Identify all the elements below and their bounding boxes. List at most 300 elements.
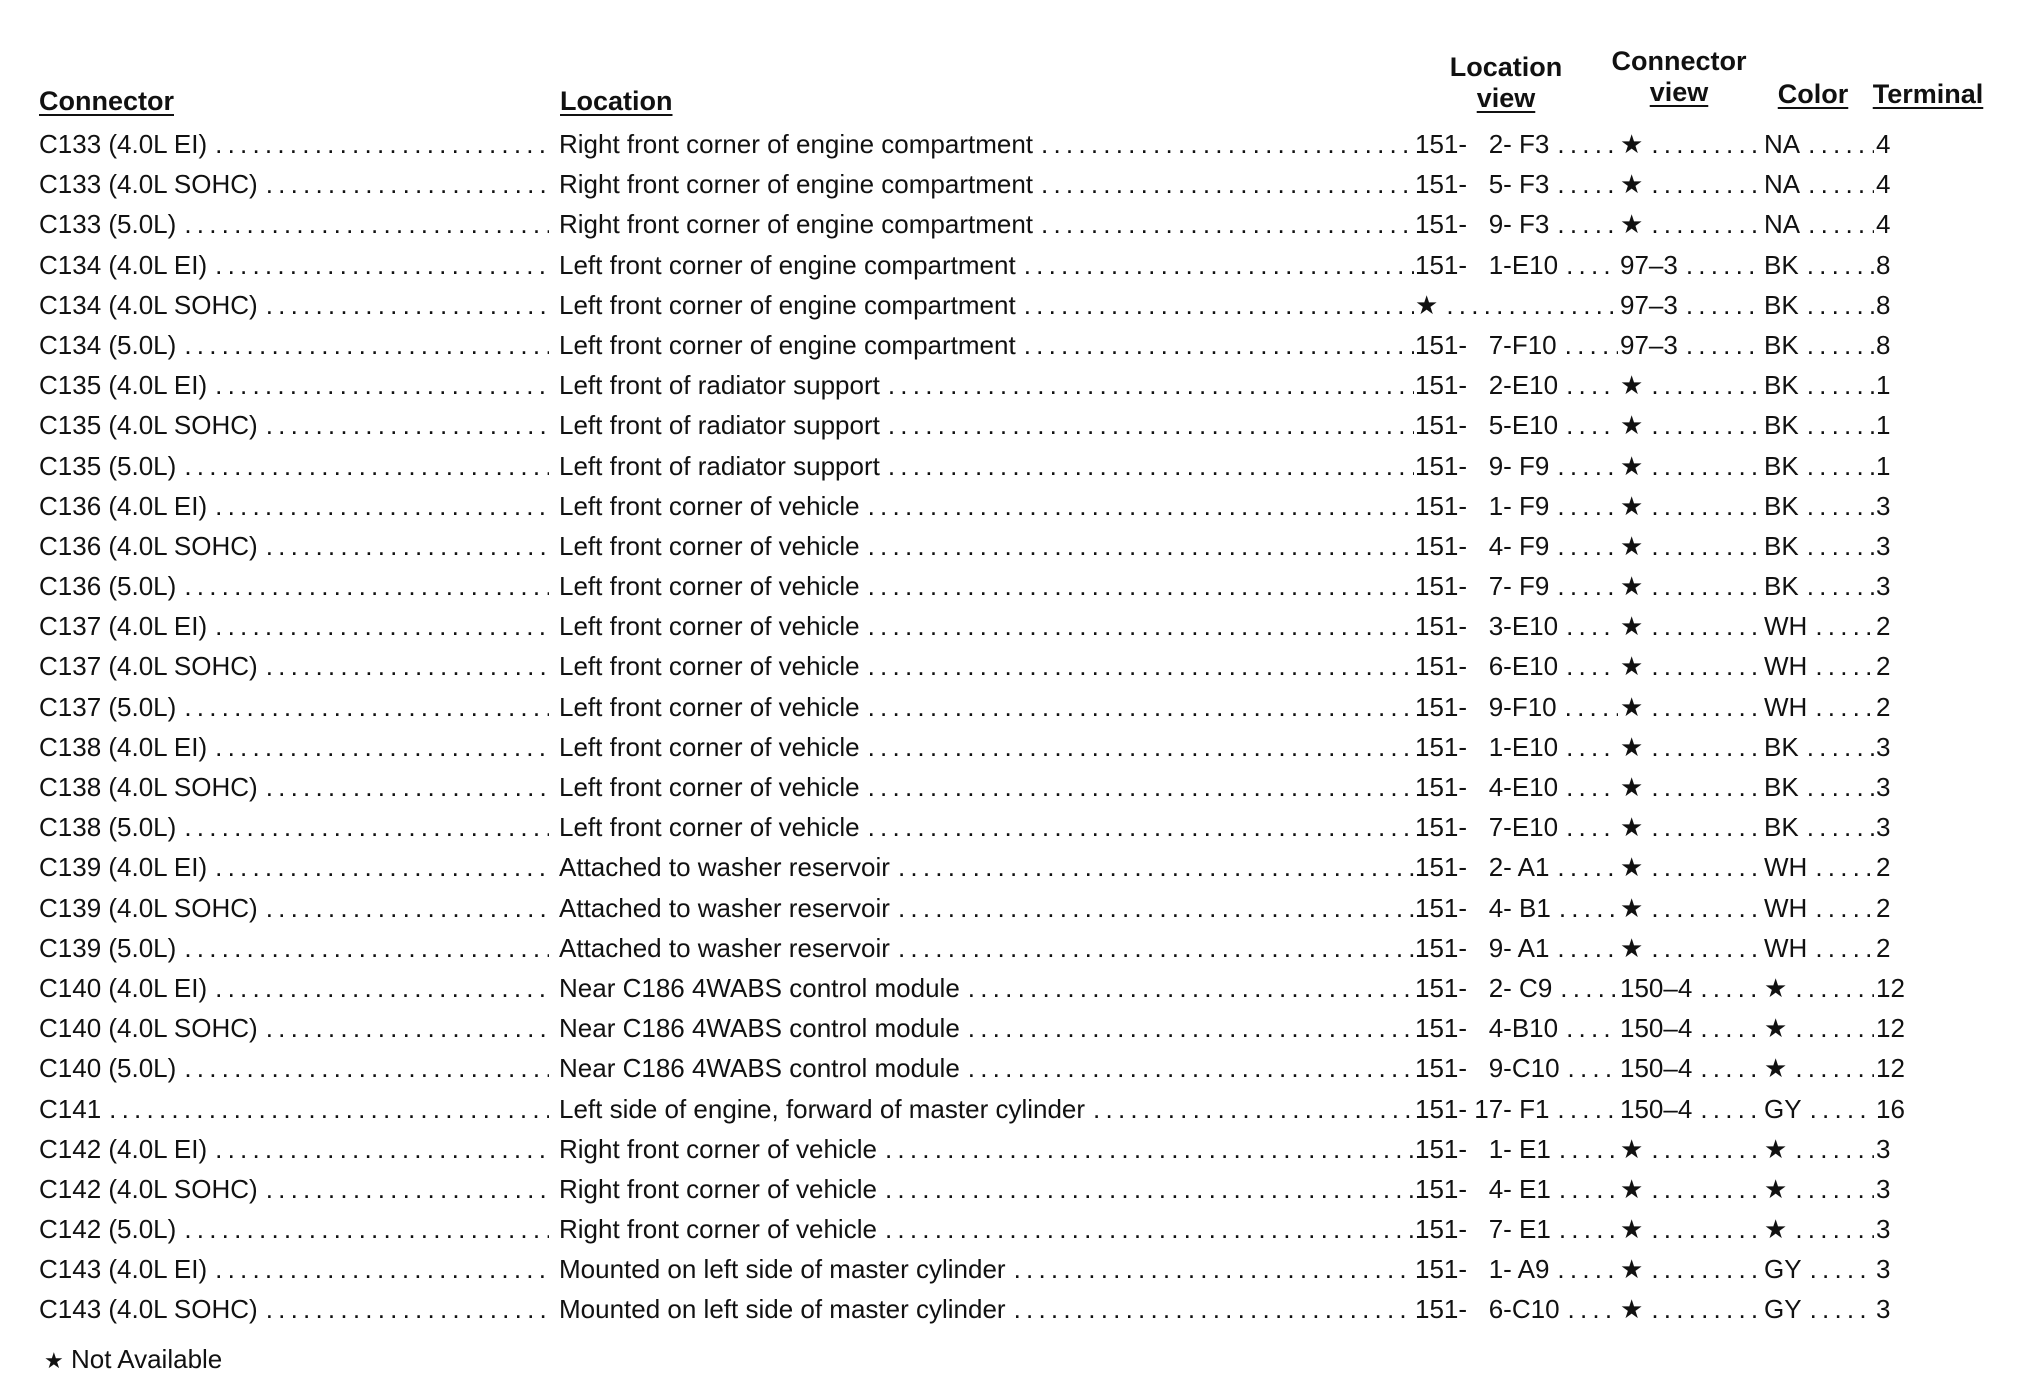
color-cell-text: BK (1764, 490, 1799, 521)
leader-dots (1651, 1254, 1762, 1284)
location-cell (559, 807, 1414, 847)
location-cell (559, 1089, 1414, 1129)
connector-cell-text: C135 (4.0L SOHC) (39, 410, 258, 441)
connector-cell-text: C136 (5.0L) (39, 571, 177, 602)
connector-view-cell (1620, 1008, 1762, 1048)
location-cell-text: Right front corner of vehicle (559, 1214, 877, 1245)
color-cell (1764, 446, 1874, 486)
connector-cell (39, 727, 549, 767)
connector-view-cell-text: ★ (1620, 1254, 1644, 1285)
leader-dots (1651, 1134, 1762, 1164)
leader-dots (1651, 491, 1762, 521)
location-cell-text: Attached to washer reservoir (559, 852, 890, 883)
connector-view-cell-text: ★ (1620, 731, 1644, 762)
table-row (0, 164, 2018, 204)
location-cell-text: Near C186 4WABS control module (559, 1013, 960, 1044)
leader-dots (968, 973, 1414, 1003)
location-cell-text: Left front of radiator support (559, 410, 880, 441)
location-cell (559, 928, 1414, 968)
connector-cell-text: C140 (4.0L EI) (39, 972, 208, 1003)
leader-dots (215, 852, 549, 882)
connector-cell-text: C137 (5.0L) (39, 691, 177, 722)
terminal-cell-text: 3 (1876, 812, 1891, 843)
header-connector: Connector (39, 86, 174, 116)
connector-cell (39, 1129, 549, 1169)
leader-dots (1024, 330, 1414, 360)
leader-dots (1651, 611, 1762, 641)
location-view-cell-text: 151- 2-E10 (1415, 370, 1559, 401)
table-row (0, 1089, 2018, 1129)
color-cell (1764, 606, 1874, 646)
location-cell-text: Left front of radiator support (559, 370, 880, 401)
location-view-cell (1415, 1169, 1618, 1209)
connector-cell-text: C133 (4.0L SOHC) (39, 169, 258, 200)
location-view-cell-text: 151- 1- F9 (1415, 490, 1550, 521)
terminal-cell (1876, 405, 1970, 445)
connector-cell-text: C138 (4.0L SOHC) (39, 772, 258, 802)
location-cell-text: Left front corner of vehicle (559, 812, 860, 843)
header-connector-view (1604, 46, 1754, 108)
location-cell (559, 1209, 1414, 1249)
leader-dots (1651, 933, 1762, 963)
connector-view-cell-text: ★ (1620, 611, 1644, 642)
connector-view-cell (1620, 204, 1762, 244)
leader-dots (266, 410, 549, 440)
color-cell (1764, 727, 1874, 767)
leader-dots (1651, 852, 1762, 882)
terminal-cell (1876, 847, 1970, 887)
location-view-cell-text: 151- 1-E10 (1415, 249, 1559, 280)
connector-view-cell-text: ★ (1620, 651, 1644, 682)
connector-cell (39, 526, 549, 566)
terminal-cell (1876, 1249, 1970, 1289)
connector-view-cell (1620, 606, 1762, 646)
connector-view-cell-text: ★ (1620, 410, 1644, 441)
connector-view-cell (1620, 325, 1762, 365)
connector-cell-text: C139 (4.0L SOHC) (39, 892, 258, 923)
table-row (0, 526, 2018, 566)
connector-view-cell (1620, 526, 1762, 566)
connector-cell-text: C137 (4.0L EI) (39, 611, 208, 642)
leader-dots (1566, 250, 1618, 280)
leader-dots (1557, 451, 1618, 481)
terminal-cell (1876, 1008, 1970, 1048)
leader-dots (868, 651, 1414, 681)
footnote (44, 1344, 222, 1376)
location-cell (559, 646, 1414, 686)
connector-cell (39, 164, 549, 204)
location-cell (559, 727, 1414, 767)
leader-dots (888, 451, 1414, 481)
terminal-cell-text: 3 (1876, 490, 1891, 521)
leader-dots (1559, 1134, 1618, 1164)
connector-view-cell-text: 97–3 (1620, 289, 1678, 320)
connector-view-cell-text: 150–4 (1620, 1053, 1693, 1084)
connector-view-cell (1620, 1089, 1762, 1129)
location-cell-text: Left front corner of vehicle (559, 611, 860, 642)
connector-cell (39, 687, 549, 727)
color-cell (1764, 486, 1874, 526)
leader-dots (1651, 410, 1762, 440)
table-row (0, 446, 2018, 486)
location-view-cell (1415, 285, 1618, 325)
connector-cell-text: C134 (4.0L SOHC) (39, 289, 258, 320)
terminal-cell (1876, 888, 1970, 928)
leader-dots (215, 973, 549, 1003)
location-view-cell-text: 151- 6-C10 (1415, 1294, 1560, 1325)
table-row (0, 968, 2018, 1008)
leader-dots (1700, 973, 1762, 1003)
leader-dots (1651, 1174, 1762, 1204)
location-cell-text: Mounted on left side of master cylinder (559, 1254, 1006, 1285)
color-cell (1764, 325, 1874, 365)
terminal-cell-text: 3 (1876, 530, 1891, 561)
color-cell (1764, 888, 1874, 928)
leader-dots (266, 772, 549, 802)
terminal-cell (1876, 1289, 1970, 1329)
color-cell-text: BK (1764, 410, 1799, 441)
footnote-text: Not Available (70, 1344, 223, 1374)
terminal-cell (1876, 1129, 1970, 1169)
terminal-cell-text: 4 (1876, 129, 1891, 159)
connector-view-cell-text: ★ (1620, 772, 1644, 802)
connector-cell (39, 1289, 549, 1329)
leader-dots (184, 571, 549, 601)
connector-cell (39, 1169, 549, 1209)
color-cell (1764, 405, 1874, 445)
connector-view-cell (1620, 888, 1762, 928)
leader-dots (1041, 169, 1414, 199)
location-view-cell-text: 151- 2- A1 (1415, 852, 1550, 883)
leader-dots (1557, 1094, 1618, 1124)
location-cell (559, 1289, 1414, 1329)
leader-dots (1807, 531, 1874, 561)
header-location: Location (560, 86, 673, 116)
color-cell (1764, 164, 1874, 204)
location-view-cell-text: 151- 4-E10 (1415, 772, 1559, 802)
leader-dots (1566, 732, 1618, 762)
leader-dots (1566, 370, 1618, 400)
leader-dots (1815, 692, 1874, 722)
leader-dots (1807, 290, 1874, 320)
connector-cell-text: C143 (4.0L SOHC) (39, 1294, 258, 1325)
location-view-cell-text: 151- 17- F1 (1415, 1093, 1550, 1124)
terminal-cell-text: 3 (1876, 1173, 1891, 1204)
location-cell-text: Left front corner of vehicle (559, 731, 860, 762)
location-cell (559, 1048, 1414, 1088)
leader-dots (1024, 290, 1414, 320)
connector-cell-text: C135 (5.0L) (39, 450, 177, 481)
location-cell-text: Right front corner of vehicle (559, 1173, 877, 1204)
terminal-cell (1876, 486, 1970, 526)
leader-dots (885, 1134, 1414, 1164)
leader-dots (1700, 1053, 1762, 1083)
leader-dots (868, 491, 1414, 521)
connector-cell-text: C141 (39, 1093, 102, 1124)
leader-dots (1651, 169, 1762, 199)
leader-dots (1810, 1094, 1874, 1124)
terminal-cell (1876, 1169, 1970, 1209)
location-view-cell-text: 151- 1- A9 (1415, 1254, 1550, 1285)
leader-dots (1807, 451, 1874, 481)
location-cell-text: Left front corner of vehicle (559, 490, 860, 521)
table-row (0, 847, 2018, 887)
terminal-cell (1876, 124, 1970, 164)
location-view-cell-text: 151- 1-E10 (1415, 731, 1559, 762)
color-cell (1764, 124, 1874, 164)
color-cell (1764, 365, 1874, 405)
connector-cell (39, 245, 549, 285)
terminal-cell-text: 3 (1876, 1254, 1891, 1285)
connector-cell (39, 1089, 549, 1129)
terminal-cell-text: 3 (1876, 772, 1891, 802)
connector-cell-text: C137 (4.0L SOHC) (39, 651, 258, 682)
location-cell-text: Attached to washer reservoir (559, 892, 890, 923)
leader-dots (1651, 451, 1762, 481)
connector-view-cell-text: 150–4 (1620, 1013, 1693, 1044)
leader-dots (184, 1053, 549, 1083)
leader-dots (215, 129, 549, 159)
leader-dots (1557, 129, 1618, 159)
location-cell-text: Left front of radiator support (559, 450, 880, 481)
color-cell-text: NA (1764, 129, 1801, 159)
terminal-cell (1876, 968, 1970, 1008)
connector-cell-text: C142 (5.0L) (39, 1214, 177, 1245)
color-cell-text: NA (1764, 169, 1801, 200)
leader-dots (1651, 531, 1762, 561)
location-view-cell (1415, 888, 1618, 928)
connector-view-cell-text: ★ (1620, 129, 1644, 159)
connector-view-cell-text: ★ (1620, 932, 1644, 963)
connector-cell (39, 968, 549, 1008)
leader-dots (1651, 692, 1762, 722)
connector-view-cell-text: ★ (1620, 691, 1644, 722)
location-view-cell (1415, 1209, 1618, 1249)
connector-cell-text: C142 (4.0L SOHC) (39, 1173, 258, 1204)
connector-cell (39, 285, 549, 325)
leader-dots (1807, 772, 1874, 802)
location-view-cell (1415, 1048, 1618, 1088)
leader-dots (184, 451, 549, 481)
location-view-cell (1415, 646, 1618, 686)
location-view-cell-text: 151- 9- F9 (1415, 450, 1550, 481)
header-location-view-line1: Location (1449, 52, 1563, 82)
leader-dots (1557, 933, 1618, 963)
location-cell (559, 446, 1414, 486)
connector-cell-text: C139 (4.0L EI) (39, 852, 208, 883)
table-row (0, 888, 2018, 928)
color-cell (1764, 767, 1874, 807)
location-view-cell-text: 151- 9- F3 (1415, 209, 1550, 240)
color-cell-text: NA (1764, 209, 1801, 240)
location-view-cell-text: 151- 3-E10 (1415, 611, 1559, 642)
location-view-cell (1415, 164, 1618, 204)
location-cell-text: Right front corner of engine compartment (559, 209, 1034, 240)
leader-dots (1041, 129, 1414, 159)
leader-dots (184, 209, 549, 239)
location-view-cell (1415, 446, 1618, 486)
leader-dots (1566, 1013, 1618, 1043)
table-row (0, 124, 2018, 164)
leader-dots (1557, 169, 1618, 199)
connector-view-cell (1620, 646, 1762, 686)
color-cell-text: WH (1764, 611, 1808, 642)
terminal-cell-text: 8 (1876, 249, 1891, 280)
location-cell (559, 526, 1414, 566)
color-cell-text: ★ (1764, 1214, 1788, 1245)
connector-view-cell-text: 97–3 (1620, 329, 1678, 360)
leader-dots (898, 893, 1414, 923)
location-cell (559, 767, 1414, 807)
color-cell (1764, 687, 1874, 727)
color-cell-text: GY (1764, 1254, 1802, 1285)
terminal-cell-text: 2 (1876, 611, 1891, 642)
leader-dots (888, 370, 1414, 400)
location-view-cell (1415, 1289, 1618, 1329)
table-row (0, 365, 2018, 405)
location-view-cell-text: 151- 9-F10 (1415, 691, 1557, 722)
leader-dots (1559, 1174, 1618, 1204)
location-view-cell (1415, 325, 1618, 365)
terminal-cell-text: 1 (1876, 450, 1891, 481)
color-cell (1764, 526, 1874, 566)
terminal-cell (1876, 767, 1970, 807)
leader-dots (868, 571, 1414, 601)
color-cell-text: BK (1764, 450, 1799, 481)
connector-cell (39, 847, 549, 887)
terminal-cell (1876, 566, 1970, 606)
connector-view-cell (1620, 968, 1762, 1008)
connector-cell (39, 888, 549, 928)
leader-dots (1559, 1214, 1618, 1244)
header-connector-view-line2: view (1649, 77, 1709, 107)
location-view-cell-text: 151- 4-B10 (1415, 1013, 1559, 1044)
connector-cell (39, 124, 549, 164)
connector-cell (39, 365, 549, 405)
terminal-cell-text: 4 (1876, 169, 1891, 200)
connector-cell-text: C139 (5.0L) (39, 932, 177, 963)
connector-cell (39, 446, 549, 486)
location-cell-text: Near C186 4WABS control module (559, 1053, 960, 1084)
color-cell (1764, 566, 1874, 606)
table-row (0, 486, 2018, 526)
location-view-cell (1415, 365, 1618, 405)
terminal-cell-text: 2 (1876, 932, 1891, 963)
connector-view-cell (1620, 727, 1762, 767)
leader-dots (1807, 410, 1874, 440)
leader-dots (1446, 290, 1618, 320)
location-view-cell (1415, 1089, 1618, 1129)
leader-dots (215, 1254, 549, 1284)
color-cell (1764, 968, 1874, 1008)
leader-dots (184, 812, 549, 842)
color-cell (1764, 204, 1874, 244)
connector-cell-text: C134 (5.0L) (39, 329, 177, 360)
color-cell-text: BK (1764, 812, 1799, 843)
leader-dots (215, 370, 549, 400)
location-view-cell (1415, 1249, 1618, 1289)
location-view-cell-text: 151- 5-E10 (1415, 410, 1559, 441)
connector-view-cell (1620, 807, 1762, 847)
leader-dots (184, 933, 549, 963)
leader-dots (266, 531, 549, 561)
connector-cell (39, 486, 549, 526)
table-row (0, 646, 2018, 686)
connector-cell-text: C142 (4.0L EI) (39, 1133, 208, 1164)
location-cell (559, 486, 1414, 526)
leader-dots (1560, 973, 1618, 1003)
location-view-cell-text: 151- 6-E10 (1415, 651, 1559, 682)
table-row (0, 767, 2018, 807)
location-cell-text: Left front corner of vehicle (559, 691, 860, 722)
connector-view-cell (1620, 245, 1762, 285)
leader-dots (1041, 209, 1414, 239)
leader-dots (215, 1134, 549, 1164)
location-view-cell (1415, 847, 1618, 887)
header-connector-view-line1: Connector (1611, 46, 1747, 76)
table-body (0, 124, 2018, 1330)
leader-dots (1557, 571, 1618, 601)
leader-dots (1807, 812, 1874, 842)
color-cell-text: BK (1764, 772, 1799, 802)
connector-cell (39, 566, 549, 606)
connector-cell (39, 204, 549, 244)
leader-dots (1557, 209, 1618, 239)
location-cell (559, 405, 1414, 445)
connector-cell-text: C140 (4.0L SOHC) (39, 1013, 258, 1044)
leader-dots (1568, 1053, 1618, 1083)
leader-dots (184, 330, 549, 360)
color-cell (1764, 1289, 1874, 1329)
connector-view-cell (1620, 1209, 1762, 1249)
terminal-cell-text: 2 (1876, 651, 1891, 682)
location-view-cell-text: 151- 9-C10 (1415, 1053, 1560, 1084)
connector-view-cell (1620, 1048, 1762, 1088)
location-view-cell (1415, 204, 1618, 244)
location-view-cell (1415, 767, 1618, 807)
location-view-cell (1415, 566, 1618, 606)
connector-view-cell-text: ★ (1620, 370, 1644, 401)
leader-dots (1651, 1294, 1762, 1324)
terminal-cell (1876, 365, 1970, 405)
leader-dots (968, 1053, 1414, 1083)
color-cell (1764, 1169, 1874, 1209)
connector-cell-text: C133 (4.0L EI) (39, 129, 208, 159)
location-cell (559, 606, 1414, 646)
leader-dots (1807, 732, 1874, 762)
leader-dots (1795, 973, 1874, 1003)
terminal-cell-text: 12 (1876, 1013, 1905, 1044)
table-row (0, 285, 2018, 325)
leader-dots (1686, 330, 1762, 360)
location-view-cell-text: 151- 4- F9 (1415, 530, 1550, 561)
connector-view-cell (1620, 365, 1762, 405)
table-row (0, 325, 2018, 365)
leader-dots (1651, 651, 1762, 681)
connector-view-cell (1620, 566, 1762, 606)
leader-dots (266, 651, 549, 681)
leader-dots (888, 410, 1414, 440)
connector-view-cell-text: 97–3 (1620, 249, 1678, 280)
terminal-cell-text: 1 (1876, 410, 1891, 441)
table-row (0, 807, 2018, 847)
connector-cell-text: C135 (4.0L EI) (39, 370, 208, 401)
terminal-cell-text: 1 (1876, 370, 1891, 401)
leader-dots (215, 250, 549, 280)
location-view-cell-text: ★ (1415, 289, 1439, 320)
connector-cell (39, 807, 549, 847)
terminal-cell-text: 3 (1876, 731, 1891, 762)
